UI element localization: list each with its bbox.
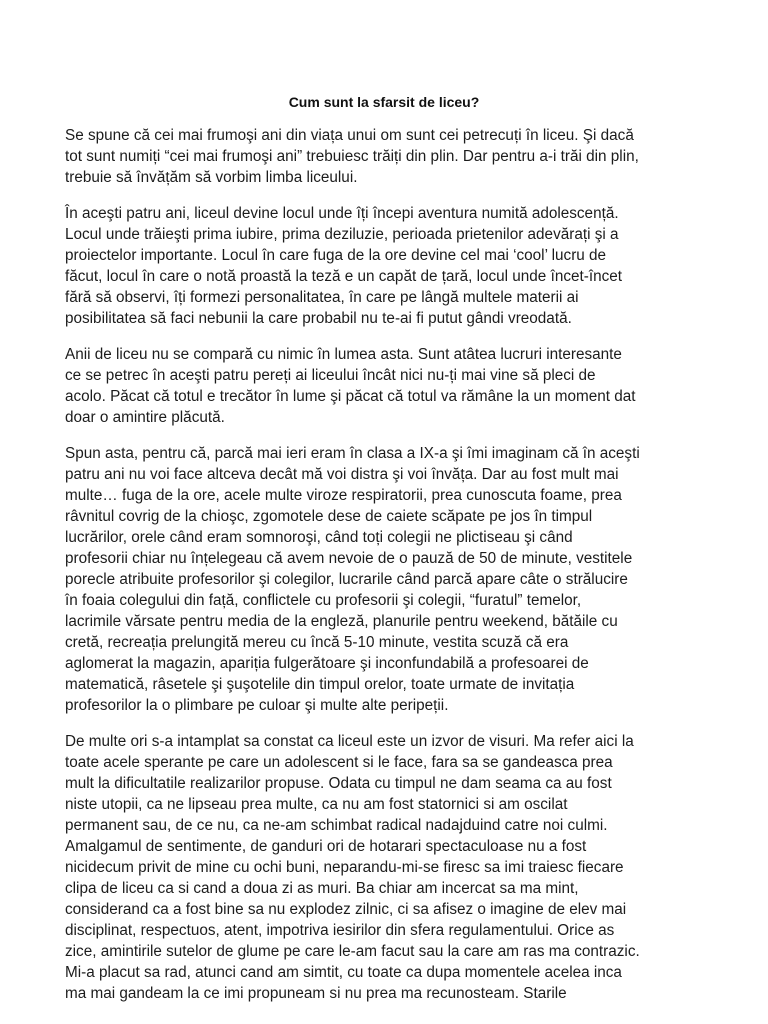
text-line: De multe ori s-a intamplat sa constat ca liceul este un izvor de visuri. Ma refer aici la (65, 733, 634, 750)
text-line: Locul unde trăieşti prima iubire, prima deziluzie, perioada prietenilor adevărați şi a (65, 226, 619, 243)
text-line: proiectelor importante. Locul în care fuga de la ore devine cel mai ‘cool’ lucru de (65, 247, 607, 264)
text-line: În aceşti patru ani, liceul devine locul unde îți începi aventura numită adolescență. (65, 205, 619, 222)
text-line: posibilitatea să faci nebunii la care probabil nu te-ai fi putut gândi vreodată. (65, 310, 572, 327)
paragraph (65, 344, 730, 428)
text-line: mult la dificultatile realizarilor propuse. Odata cu timpul ne dam seama ca au fost (65, 775, 612, 792)
text-line: ma mai gandeam la ce imi propuneam si nu prea ma recunosteam. Starile (65, 985, 567, 1002)
document-title: Cum sunt la sfarsit de liceu? (288, 94, 480, 110)
text-line: făcut, locul în care o notă proastă la teză e un capăt de țară, locul unde încet-încet (65, 268, 622, 285)
paragraph (65, 443, 730, 716)
text-line: Spun asta, pentru că, parcă mai ieri eram în clasa a IX-a şi îmi imaginam că în aceşti (65, 445, 640, 462)
text-line: lucrărilor, orele când eram somnoroşi, când toți colegii ne plictiseau şi când (65, 529, 573, 546)
text-line: matematică, râsetele şi şuşotelile din timpul orelor, toate urmate de invitația (65, 676, 575, 693)
text-line: profesorii chiar nu înțelegeau că avem nevoie de o pauză de 50 de minute, vestitele (65, 550, 633, 567)
text-line: considerand ca a fost bine sa nu explodez zilnic, ci sa afisez o imagine de elev mai (65, 901, 627, 918)
text-line: fără să observi, îți formezi personalitatea, în care pe lângă multele materii ai (65, 289, 579, 306)
text-line: cretă, recreația prelungită mereu cu încă 5-10 minute, vestita scuză că era (65, 634, 569, 651)
text-line: niste utopii, ca ne lipseau prea multe, ca nu am fost statornici si am oscilat (65, 796, 568, 813)
paragraph (65, 125, 730, 188)
text-line: profesorilor la o plimbare pe culoar şi multe alte peripeții. (65, 697, 449, 714)
text-line: zice, amintirile sutelor de glume pe care le-am facut sau la care am ras ma contrazic. (65, 943, 640, 960)
text-line: nicidecum privit de mine cu ochi buni, neparandu-mi-se firesc sa imi traiesc fiecare (65, 859, 624, 876)
text-line: ce se petrec în aceşti patru pereți ai liceului încât nici nu-ți mai vine să pleci de (65, 367, 596, 384)
text-line: porecle atribuite profesorilor şi colegilor, lucrarile când parcă apare câte o strălucire (65, 571, 628, 588)
text-line: multe… fuga de la ore, acele multe viroze respiratorii, prea cunoscuta foame, prea (65, 487, 622, 504)
text-line: Se spune că cei mai frumoşi ani din viața unui om sunt cei petrecuți în liceu. Şi dacă (65, 127, 634, 144)
text-line: aglomerat la magazin, apariția fulgerătoare şi inconfundabilă a profesoarei de (65, 655, 589, 672)
text-line: clipa de liceu ca si cand a doua zi as muri. Ba chiar am incercat sa ma mint, (65, 880, 579, 897)
text-line: acolo. Păcat că totul e trecător în lume şi păcat că totul va rămâne la un moment dat (65, 388, 636, 405)
text-line: în foaia colegului din față, conflictele cu profesorii şi colegii, “furatul” temelor, (65, 592, 582, 609)
text-line: tot sunt numiți “cei mai frumoşi ani” trebuiesc trăiți din plin. Dar pentru a-i trăi din plin, (65, 148, 639, 165)
text-line: Mi-a placut sa rad, atunci cand am simtit, cu toate ca dupa momentele acelea inca (65, 964, 622, 981)
text-line: permanent sau, de ce nu, ca ne-am schimbat radical nadajduind catre noi culmi. (65, 817, 608, 834)
text-line: toate acele sperante pe care un adolescent si le face, fara sa se gandeasca prea (65, 754, 613, 771)
text-line: patru ani nu voi face altceva decât mă voi distra şi voi învăța. Dar au fost mult mai (65, 466, 619, 483)
text-line: lacrimile vărsate pentru media de la engleză, planurile pentru weekend, bătăile cu (65, 613, 618, 630)
document-body (65, 125, 730, 1019)
text-line: Anii de liceu nu se compară cu nimic în lumea asta. Sunt atâtea lucruri interesante (65, 346, 622, 363)
text-line: Amalgamul de sentimente, de ganduri ori de hotarari spectaculoase nu a fost (65, 838, 587, 855)
text-line: trebuie să învățăm să vorbim limba liceului. (65, 169, 358, 186)
text-line: doar o amintire plăcută. (65, 409, 225, 426)
text-line: disciplinat, respectuos, atent, impotriva iesirilor din sfera regulamentului. Orice as (65, 922, 615, 939)
paragraph (65, 731, 730, 1004)
paragraph (65, 203, 730, 329)
text-line: râvnitul covrig de la chioşc, zgomotele dese de caiete scăpate pe jos în timpul (65, 508, 593, 525)
